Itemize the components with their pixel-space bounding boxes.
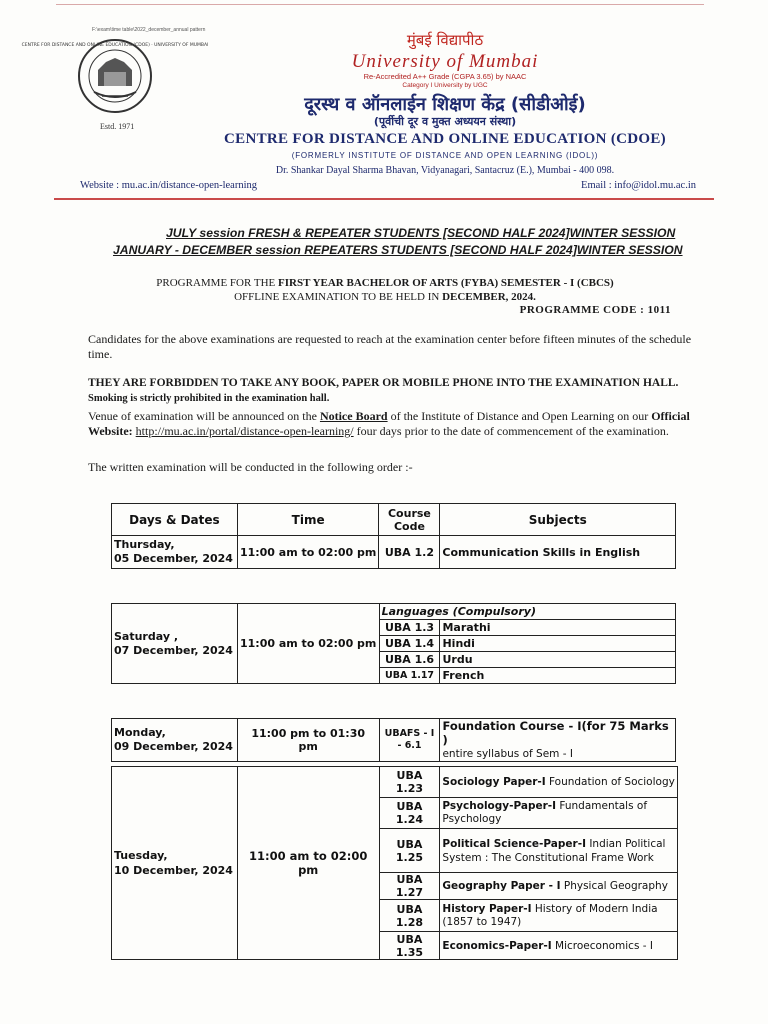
subject-cell <box>440 829 678 873</box>
accreditation-text: Re-Accredited A++ Grade (CGPA 3.65) by NAAC <box>363 72 527 81</box>
time-cell: 11:00 pm to 01:30 pm <box>237 719 379 762</box>
date-text: 05 December, 2024 <box>114 552 233 565</box>
course-code: UBA 1.23 <box>379 767 440 798</box>
seal-text: CENTRE FOR DISTANCE AND ONLINE EDUCATION (CDOE) · UNIVERSITY OF MUMBAI <box>21 43 209 48</box>
date-cell <box>112 767 238 960</box>
day-name: Monday, <box>114 726 166 739</box>
website-text: Website : mu.ac.in/distance-open-learning <box>80 180 258 191</box>
prohibition-notice <box>88 376 698 406</box>
date-text: 09 December, 2024 <box>114 740 233 753</box>
venue-text-2: of the Institute of Distance and Open Learning on our <box>387 409 652 423</box>
course-code: UBA 1.3 <box>379 620 440 636</box>
reporting-instruction: Candidates for the above examinations are requested to reach at the examination center before fifteen minutes of the schedule time. <box>88 332 692 361</box>
subject-cell <box>440 798 678 829</box>
official-website-label: Official Website: <box>88 409 690 438</box>
date-text: 10 December, 2024 <box>114 864 233 877</box>
course-code: UBA 1.28 <box>379 900 440 932</box>
subject-cell: Marathi <box>440 620 676 636</box>
schedule-table-3 <box>111 718 676 762</box>
official-website-link[interactable]: http://mu.ac.in/portal/distance-open-learning/ <box>135 424 354 438</box>
programme-prefix: PROGRAMME FOR THE <box>156 277 279 289</box>
programme-name: FIRST YEAR BACHELOR OF ARTS (FYBA) SEMESTER - I (CBCS) <box>278 277 614 289</box>
address-text: Dr. Shankar Dayal Sharma Bhavan, Vidyanagari, Santacruz (E.), Mumbai - 400 098. <box>275 165 615 176</box>
formerly-text: (FORMERLY INSTITUTE OF DISTANCE AND OPEN LEARNING (IDOL)) <box>291 151 599 160</box>
prohibition-main: THEY ARE FORBIDDEN TO TAKE ANY BOOK, PAPER OR MOBILE PHONE INTO THE EXAMINATION HALL. <box>88 377 679 389</box>
session-line-2: JANUARY - DECEMBER session REPEATERS STUDENTS [SECOND HALF 2024]WINTER SESSION <box>113 243 683 257</box>
top-border-line <box>56 4 704 5</box>
venue-text-3: four days prior to the date of commencement of the examination. <box>353 424 669 438</box>
schedule-table-1 <box>111 503 676 569</box>
course-code: UBAFS - I - 6.1 <box>379 719 440 762</box>
schedule-table-4 <box>111 766 678 960</box>
offline-exam-line <box>90 290 680 304</box>
paper-title: Fundamentals of Psychology <box>442 800 648 825</box>
subject-cell <box>440 932 678 960</box>
subject-title: Foundation Course - I(for 75 Marks ) <box>442 719 669 747</box>
subject-cell: French <box>440 668 676 684</box>
email-text: Email : info@idol.mu.ac.in <box>581 180 696 191</box>
subject-cell: Urdu <box>440 652 676 668</box>
course-code: UBA 1.27 <box>379 873 440 900</box>
languages-group-title: Languages (Compulsory) <box>379 604 675 620</box>
paper-title: Microeconomics - I <box>551 939 653 952</box>
session-line-1: JULY session FRESH & REPEATER STUDENTS [SECOND HALF 2024]WINTER SESSION <box>166 226 676 240</box>
paper-name: Economics-Paper-I <box>442 939 552 952</box>
header-separator <box>54 198 714 200</box>
subject-cell: Communication Skills in English <box>440 536 676 569</box>
university-name-hindi: मुंबई विद्यापीठ <box>406 31 484 49</box>
date-text: 07 December, 2024 <box>114 643 233 657</box>
smoking-notice: Smoking is strictly prohibited in the examination hall. <box>88 393 330 404</box>
paper-name: Geography Paper - I <box>442 880 561 892</box>
date-cell <box>112 719 238 762</box>
course-code: UBA 1.17 <box>379 668 440 684</box>
paper-name: Sociology Paper-I <box>442 775 546 788</box>
paper-title: Indian Political System : The Constitutional Frame Work <box>442 837 666 864</box>
university-seal-logo <box>21 36 209 124</box>
paper-name: History Paper-I <box>442 902 532 915</box>
time-cell: 11:00 am to 02:00 pm <box>237 536 379 569</box>
course-code: UBA 1.25 <box>379 829 440 873</box>
schedule-table-2 <box>111 603 676 684</box>
subject-cell <box>440 719 676 762</box>
time-cell: 11:00 am to 02:00 pm <box>237 767 379 960</box>
paper-title: Physical Geography <box>560 880 668 892</box>
subject-cell <box>440 900 678 932</box>
venue-notice <box>88 409 698 439</box>
subject-detail: entire syllabus of Sem - I <box>442 748 573 760</box>
programme-code: PROGRAMME CODE : 1011 <box>519 304 671 316</box>
former-name-hindi: (पूर्वीची दूर व मुक्त अध्ययन संस्था) <box>373 115 517 128</box>
day-name: Tuesday, <box>114 849 168 862</box>
paper-title: History of Modern India (1857 to 1947) <box>442 902 658 928</box>
course-code: UBA 1.35 <box>379 932 440 960</box>
paper-name: Psychology-Paper-I <box>442 800 557 812</box>
established-year: Estd. 1971 <box>100 122 135 131</box>
paper-title: Foundation of Sociology <box>545 775 675 788</box>
course-code: UBA 1.6 <box>379 652 440 668</box>
subject-cell <box>440 767 678 798</box>
header-subjects: Subjects <box>440 504 676 536</box>
file-path-text: F:\exam\time table\2022_december_annual pattern <box>92 27 206 33</box>
header-time: Time <box>237 504 379 536</box>
header-course-code: Course Code <box>379 504 440 536</box>
order-intro: The written examination will be conducted in the following order :- <box>88 460 413 474</box>
exam-month: DECEMBER, 2024. <box>442 291 536 303</box>
time-cell: 11:00 am to 02:00 pm <box>237 604 379 684</box>
centre-name-hindi: दूरस्थ व ऑनलाईन शिक्षण केंद्र (सीडीओई) <box>304 94 586 115</box>
ugc-category-text: Category I University by UGC <box>402 82 488 89</box>
programme-line <box>90 276 680 290</box>
date-cell <box>112 604 238 684</box>
subject-cell <box>440 873 678 900</box>
header-days: Days & Dates <box>112 504 238 536</box>
course-code: UBA 1.24 <box>379 798 440 829</box>
course-code: UBA 1.4 <box>379 636 440 652</box>
centre-name: CENTRE FOR DISTANCE AND ONLINE EDUCATION (CDOE) <box>224 131 666 147</box>
venue-text-1: Venue of examination will be announced on the <box>88 409 320 423</box>
paper-name: Political Science-Paper-I <box>442 837 586 850</box>
offline-prefix: OFFLINE EXAMINATION TO BE HELD IN <box>234 291 443 303</box>
course-code: UBA 1.2 <box>379 536 440 569</box>
day-name: Thursday, <box>114 538 175 551</box>
subject-cell: Hindi <box>440 636 676 652</box>
day-name: Saturday , <box>114 629 178 643</box>
university-name: University of Mumbai <box>351 51 539 72</box>
notice-board-text: Notice Board <box>319 409 388 423</box>
date-cell <box>112 536 238 569</box>
